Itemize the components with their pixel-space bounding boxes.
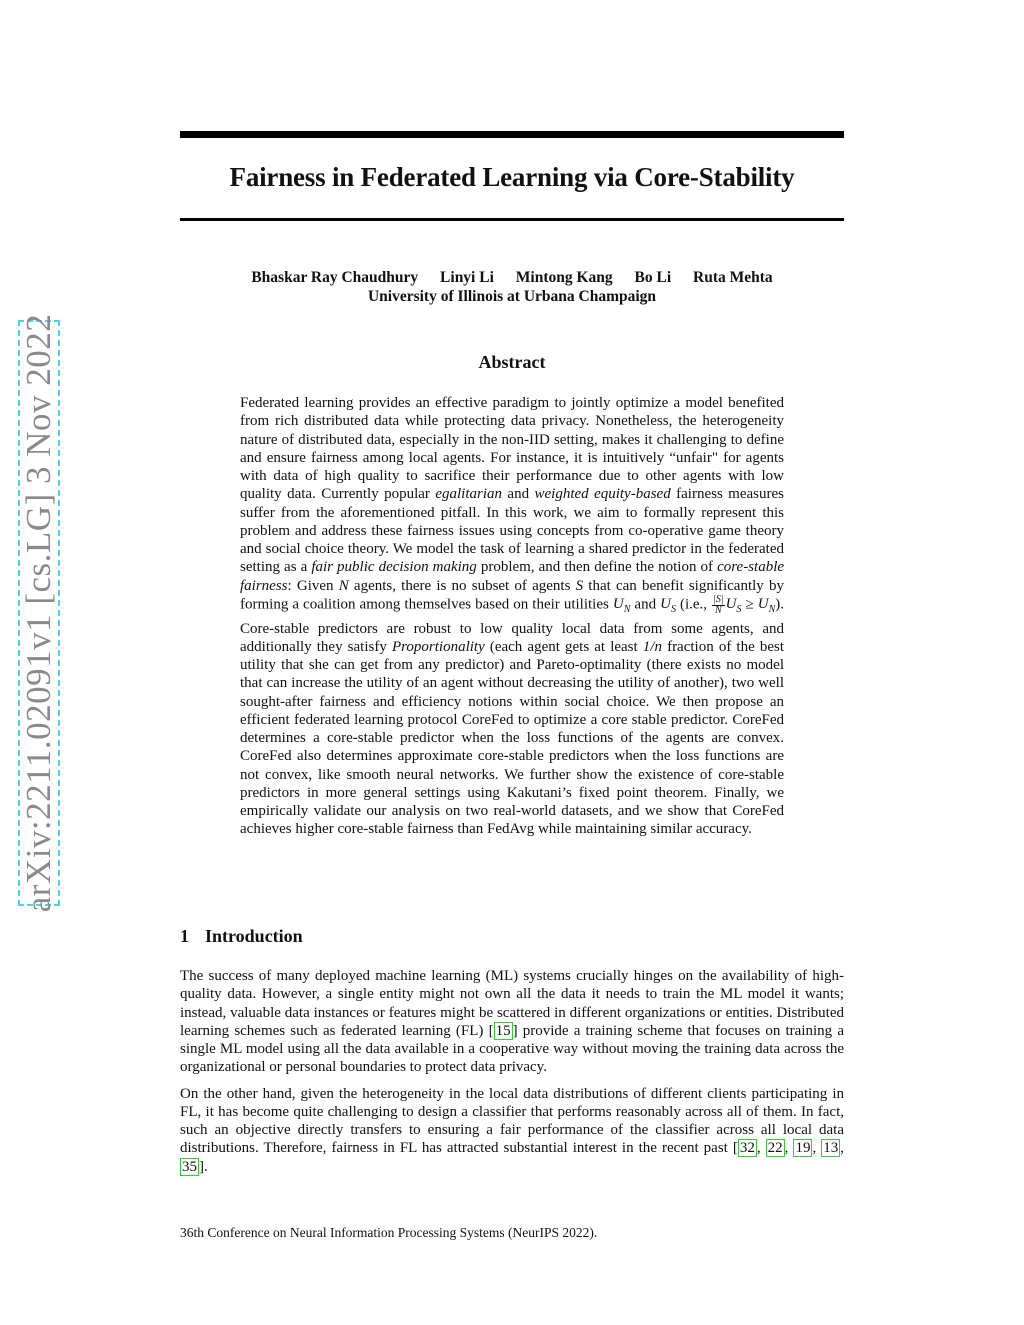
intro-paragraph: On the other hand, given the heterogeneity in the local data distributions of different clients participating in FL, it has become quite challenging to design a classifier that performs reasonably across all of them. In fact, such an objective directly transfers to ensuring a fair performance of the classifier across all local data distributions. Therefore, fairness in FL has attracted substantial interest in the recent past [ 32 , 22 , 19 , 13 , 35 ]. — [180, 1085, 845, 1175]
intro-paragraph: The success of many deployed machine learning (ML) systems crucially hinges on the availability of high-quality data. However, a single entity might not own all the data it needs to train the ML model it wants; instead, valuable data instances or features might be scattered in different organizations or entities. Distributed learning schemes such as federated learning (FL) [ 15 ] provide a training scheme that focuses on training a single ML model using all the data available in a cooperative way without moving the training data across the organizational or personal boundaries to protect data privacy. — [180, 968, 844, 1076]
abstract-heading: Abstract — [478, 352, 546, 372]
author-name: Bhaskar Ray Chaudhury — [251, 269, 419, 286]
author-name: Linyi Li — [440, 269, 494, 286]
section-heading: 1 Introduction — [180, 926, 303, 946]
abstract-text: Federated learning provides an effective paradigm to jointly optimize a model benefited from rich distributed data while protecting data privacy. Nonetheless, the heterogeneity nature of distributed data, especially in the non-IID setting, makes it challenging to define and ensure fairness among local agents. For instance, it is intuitively “unfair" for agents with data of high quality to sacrifice their performance due to other agents with low quality data. Currently popular egalitarian and weighted equity-based fairness measures suffer from the aforementioned pitfall. In this work, we aim to formally represent this problem and address these fairness issues using concepts from co-operative game theory and social choice theory. We model the task of learning a shared predictor in the federated setting as a fair public decision making problem, and then define the notion of core-stable fairness: Given N agents, there is no subset of agents S that can benefit significantly by forming a coalition among themselves based on their utilities $U_N$ and $U_S$ (i.e., $\frac{|S|}{N}$ $U_S \ge U_N$). Core-stable predictors are robust to low quality local data from some agents, and additionally they satisfy Proportionality (each agent gets at least 1/n fraction of the best utility that she can get from any predictor) and Pareto-optimality (there exists no model that can increase the utility of an agent without decreasing the utility of another), two well sought-after fairness and efficiency notions within social choice. We then propose an efficient federated learning protocol CoreFed to optimize a core stable predictor. CoreFed determines a core-stable predictor when the loss functions of the agents are convex. CoreFed also determines approximate core-stable predictors when the loss functions are not convex, like smooth neural networks. We further show the existence of core-stable predictors in more general settings using Kakutani’s fixed point theorem. Finally, we empirically validate our analysis on two real-world datasets, and we show that CoreFed achieves higher core-stable fairness than FedAvg while maintaining similar accuracy. — [240, 395, 785, 838]
citation-link[interactable]: 32 — [739, 1140, 755, 1157]
author-block — [180, 268, 844, 306]
title-bottom-rule — [180, 218, 844, 221]
citation-link[interactable]: 35 — [182, 1158, 197, 1175]
title-top-rule — [180, 131, 844, 138]
citation-link[interactable]: 22 — [767, 1140, 783, 1157]
paper-title: Fairness in Federated Learning via Core-Stability — [229, 162, 795, 192]
arxiv-identifier[interactable]: arXiv:2211.02091v1 [cs.LG] 3 Nov 2022 — [19, 313, 58, 913]
citation-link[interactable]: 19 — [795, 1140, 811, 1157]
citation-link[interactable]: 13 — [823, 1140, 839, 1157]
author-name: Mintong Kang — [515, 269, 613, 286]
citation-link[interactable]: 15 — [495, 1022, 511, 1039]
author-name: Bo Li — [634, 269, 672, 286]
affiliation: University of Illinois at Urbana Champaign — [367, 288, 657, 305]
conference-footnote: 36th Conference on Neural Information Processing Systems (NeurIPS 2022). — [180, 1225, 598, 1240]
author-name: Ruta Mehta — [693, 269, 773, 286]
introduction-body — [180, 967, 844, 1184]
